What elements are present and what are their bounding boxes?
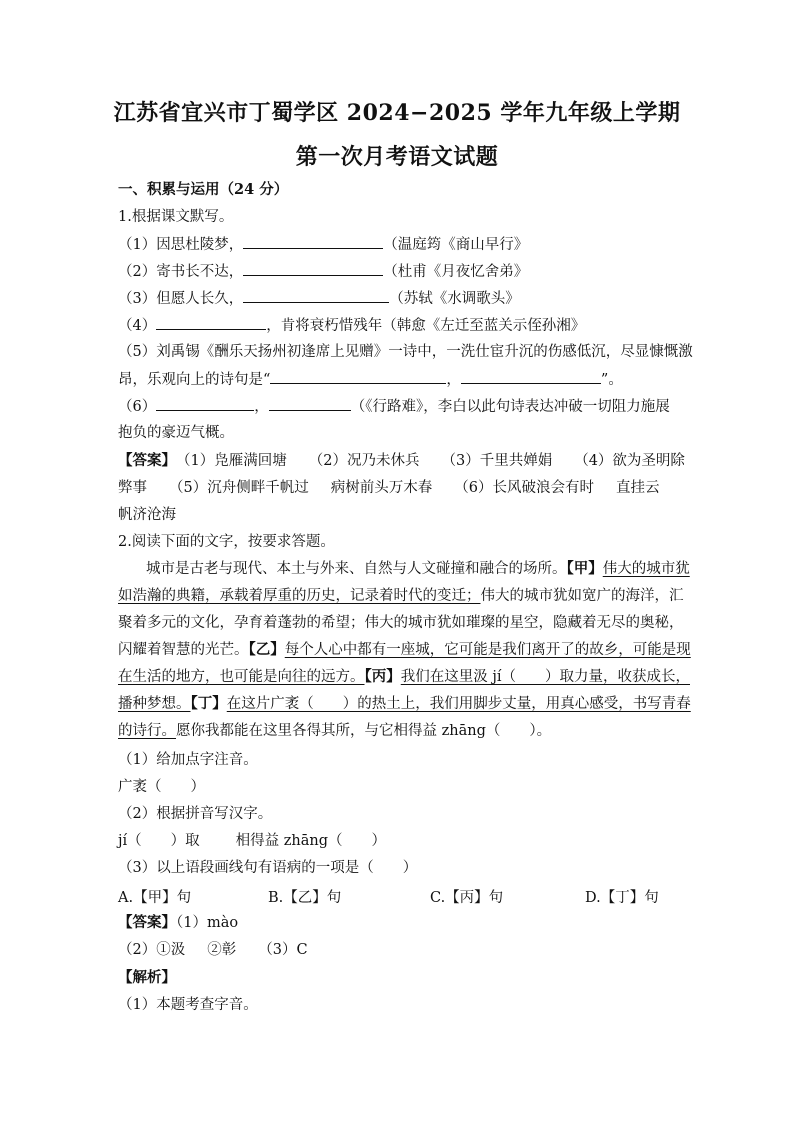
analysis-line-1: （1）本题考查字音。 [118, 997, 258, 1013]
q1-item-3-source: （苏轼《水调歌头》 [389, 291, 520, 307]
option-b[interactable]: B.【乙】句 [268, 890, 342, 906]
section-heading: 一、积累与运用（24 分） [118, 181, 289, 198]
answer-item: ②彰 [207, 942, 237, 958]
fill-blank[interactable] [270, 369, 446, 384]
answer-item: （3）C [258, 942, 308, 958]
passage-text: 伟大的城市犹如宽广的海洋，汇 [480, 588, 684, 604]
comma: ， [254, 399, 269, 415]
q1-item-1-source: （温庭筠《商山早行》 [383, 237, 529, 253]
passage-line-4 [118, 640, 691, 660]
underlined-sentence-bing: 我们在这里汲 jí（ ）取力量，收获成长， [400, 669, 690, 685]
q2-answer-line2 [118, 940, 678, 960]
q1-item-1-prefix: （1）因思杜陵梦， [118, 237, 244, 253]
pinyin-item: 相得益 zhāng（ ） [235, 833, 386, 849]
fill-blank[interactable] [156, 315, 266, 330]
passage-line-7 [118, 721, 678, 741]
underlined-sentence-yi: 在生活的地方，也可能是向往的远方。 [118, 669, 365, 685]
q1-answer-line1 [118, 451, 685, 471]
q1-answer-line2 [118, 478, 678, 498]
q2-sub-3: （3）以上语段画线句有语病的一项是（ ） [118, 860, 418, 876]
q2-sub-1-item: 广袤（ ） [118, 779, 205, 795]
option-d[interactable]: D.【丁】句 [585, 890, 659, 906]
fill-blank[interactable] [156, 396, 254, 411]
q1-answer-line3: 帆济沧海 [118, 507, 176, 523]
passage-text: 愿你我都能在这里各得其所，与它相得益 zhāng（ ）。 [176, 723, 552, 739]
answer-item: （3）千里共婵娟 [441, 453, 553, 469]
answer-item: （2）①汲 [118, 942, 186, 958]
underlined-sentence-yi: 每个人心中都有一座城，它可能是我们离开了的故乡，可能是现 [284, 642, 691, 658]
q1-item-2-prefix: （2）寄书长不达， [118, 264, 244, 280]
answer-item: （2）况乃未休兵 [308, 453, 420, 469]
answer-label: 【答案】 [118, 914, 176, 931]
q1-item-6-line2: 抱负的豪迈气概。 [118, 425, 234, 441]
q2-sub-1: （1）给加点字注音。 [118, 752, 258, 768]
q1-item-6-source: （《行路难》，李白以此句诗表达冲破一切阻力施展 [350, 399, 670, 415]
analysis-label: 【解析】 [118, 969, 176, 986]
underlined-sentence-jia: 伟大的城市犹 [602, 561, 690, 577]
marker-yi: 【乙】 [248, 641, 285, 658]
answer-item: （1）凫雁满回塘 [176, 453, 287, 469]
document-title: 江苏省宜兴市丁蜀学区 2024−2025 学年九年级上学期 [113, 100, 681, 126]
marker-bing: 【丙】 [364, 668, 401, 685]
fill-blank[interactable] [243, 261, 383, 276]
q1-item-6-prefix: （6） [118, 399, 157, 415]
comma: ， [446, 372, 461, 388]
option-a[interactable]: A.【甲】句 [118, 890, 192, 906]
question-2-stem: 2.阅读下面的文字，按要求答题。 [118, 534, 335, 550]
underlined-sentence-ding: 的诗行。 [118, 723, 176, 739]
fill-blank[interactable] [243, 234, 383, 249]
underlined-sentence-jia: 如浩瀚的典籍，承载着厚重的历史，记录着时代的变迁； [118, 588, 481, 604]
q2-sub-2-items [118, 831, 678, 851]
answer-item: （4）欲为圣明除 [574, 453, 685, 469]
passage-line-2 [118, 586, 684, 606]
q1-item-3-prefix: （3）但愿人长久， [118, 291, 244, 307]
answer-label: 【答案】 [118, 452, 176, 469]
fill-blank[interactable] [269, 396, 351, 411]
q2-sub-2: （2）根据拼音写汉字。 [118, 806, 273, 822]
answer-item: （5）沉舟侧畔千帆过 [169, 480, 309, 496]
q1-item-2 [118, 261, 678, 282]
q1-item-2-source: （杜甫《月夜忆舍弟》 [383, 264, 529, 280]
q1-item-4 [118, 315, 678, 336]
option-c[interactable]: C.【丙】句 [430, 890, 504, 906]
answer-item: （1）mào [176, 915, 239, 931]
answer-item: （6）长风破浪会有时 [454, 480, 594, 496]
q1-item-3 [118, 288, 678, 309]
passage-line-3: 聚着多元的文化，孕育着蓬勃的希望；伟大的城市犹如璀璨的星空，隐藏着无尽的奥秘， [118, 615, 684, 631]
fill-blank[interactable] [243, 288, 389, 303]
marker-jia: 【甲】 [566, 560, 603, 577]
q1-item-4-prefix: （4） [118, 318, 157, 334]
q1-item-1 [118, 234, 678, 255]
q2-answer-line1 [118, 913, 678, 933]
underlined-sentence-bing: 播种梦想。 [118, 696, 191, 712]
pinyin-item: jí（ ）取 [118, 833, 200, 849]
q1-item-5-line1: （5）刘禹锡《酬乐天扬州初逢席上见赠》一诗中，一洗仕宦升沉的伤感低沉，尽显慷慨激 [118, 344, 693, 360]
answer-item: 直挂云 [615, 480, 660, 496]
marker-ding: 【丁】 [190, 695, 227, 712]
answer-item: 病树前头万木春 [330, 480, 433, 496]
passage-text: 闪耀着智慧的光芒。 [118, 642, 249, 658]
fill-blank[interactable] [461, 369, 601, 384]
passage-line-1 [118, 559, 706, 579]
underlined-sentence-ding: 在这片广袤（ ）的热土上，我们用脚步丈量，用真心感受，书写青春 [226, 696, 691, 712]
passage-line-5 [118, 667, 690, 687]
q1-item-5-line2 [118, 369, 678, 390]
q1-item-4-source: ，肯将衰朽惜残年（韩愈《左迁至蓝关示侄孙湘》 [266, 318, 586, 334]
passage-text: 城市是古老与现代、本土与外来、自然与人文碰撞和融合的场所。 [146, 561, 567, 577]
question-1-stem: 1.根据课文默写。 [118, 209, 234, 225]
closing-quote: ”。 [600, 372, 623, 388]
passage-line-6 [118, 694, 691, 714]
answer-item: 弊事 [118, 480, 147, 496]
q1-item-6-line1 [118, 396, 678, 417]
q1-item-5-prefix: 昂，乐观向上的诗句是“ [118, 372, 271, 388]
document-subtitle: 第一次月考语文试题 [295, 144, 499, 170]
